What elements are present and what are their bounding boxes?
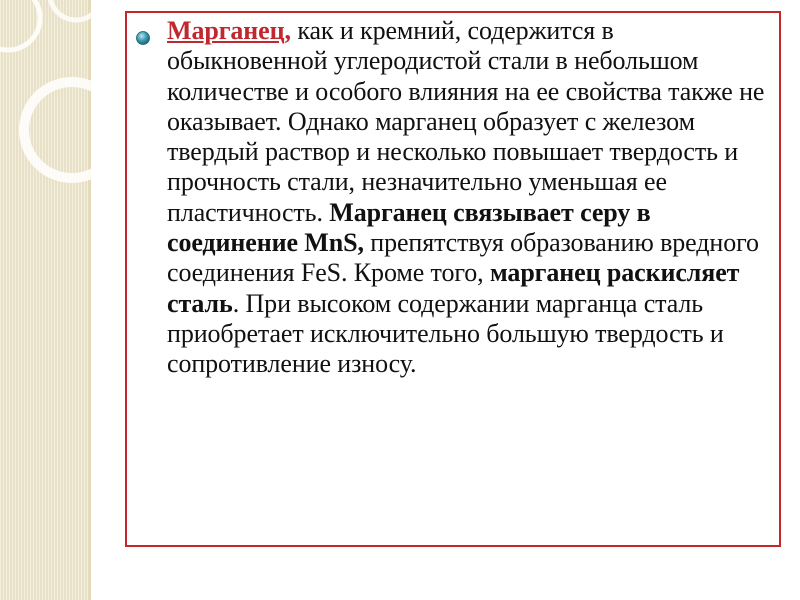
bold-phrase-mns: Марганец связывает серу в соединение MnS, <box>167 197 651 258</box>
round-bullet-icon <box>135 30 151 46</box>
body-paragraph <box>167 16 765 380</box>
decorative-rings <box>0 0 130 230</box>
paragraph-text-1: как и кремний, содержится в обыкновенной углеродистой стали в небольшом количестве и особого влияния на ее свойства также не оказывает. Однако марганец образует с железом твердый раствор и несколько повышает твердость и прочность стали, незначительно уменьшая ее пластичность. <box>167 16 765 227</box>
paragraph-text-3: . При высоком содержании марганца сталь приобретает исключительно большую твердость и сопротивление износу. <box>167 288 724 379</box>
bold-phrase-deoxidizes: марганец раскисляет сталь <box>167 258 740 318</box>
keyword-comma: , <box>284 16 291 45</box>
keyword-manganese: Марганец <box>167 16 285 45</box>
paragraph-text-2: препятствуя образованию вредного соединения FeS. Кроме того, <box>167 228 759 288</box>
